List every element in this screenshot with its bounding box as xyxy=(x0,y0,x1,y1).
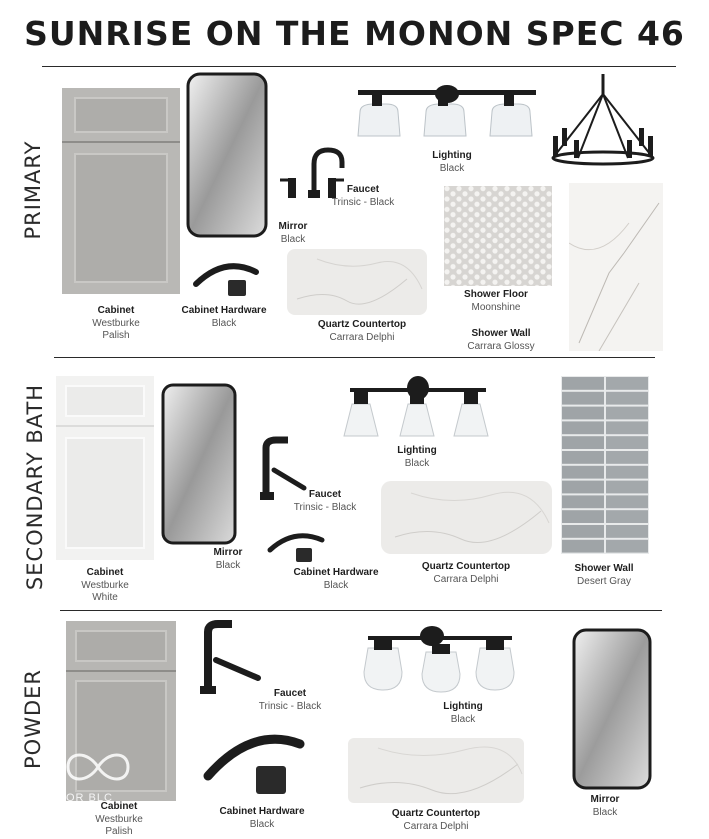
cabinet-swatch xyxy=(56,376,154,560)
caption-cabinet: Cabinet Westburke White xyxy=(81,567,129,603)
section-divider-2 xyxy=(60,610,662,611)
vanity-light-icon xyxy=(358,626,522,696)
caption-quartz: Quartz Countertop Carrara Delphi xyxy=(421,561,511,585)
section-label-secondary: SECONDARY BATH xyxy=(23,383,47,591)
title-divider xyxy=(42,66,676,67)
cabinet-swatch xyxy=(62,88,180,294)
caption-mirror: Mirror Black xyxy=(278,221,308,245)
caption-lighting: Lighting Black xyxy=(397,445,437,469)
caption-faucet: Faucet Trinsic - Black xyxy=(331,184,395,208)
caption-cabinet-hardware: Cabinet Hardware Black xyxy=(181,305,267,329)
caption-shower-wall: Shower Wall Desert Gray xyxy=(574,563,634,587)
caption-mirror: Mirror Black xyxy=(213,547,243,571)
caption-faucet: Faucet Trinsic - Black xyxy=(258,688,322,712)
cabinet-pull-icon xyxy=(202,732,306,800)
cabinet-pull-icon xyxy=(266,530,326,566)
caption-lighting: Lighting Black xyxy=(443,701,483,725)
caption-mirror: Mirror Black xyxy=(590,794,620,818)
vanity-light-icon xyxy=(354,84,540,140)
shower-wall-swatch xyxy=(569,183,663,351)
quartz-swatch xyxy=(381,481,552,554)
caption-cabinet-hardware: Cabinet Hardware Black xyxy=(293,567,379,591)
quartz-swatch xyxy=(287,249,427,315)
shower-wall-swatch xyxy=(561,376,649,554)
section-divider-1 xyxy=(54,357,655,358)
caption-cabinet: Cabinet Westburke Palish xyxy=(92,305,140,341)
watermark-logo xyxy=(62,745,134,789)
page-title: SUNRISE ON THE MONON SPEC 46 xyxy=(24,14,685,53)
caption-cabinet-hardware: Cabinet Hardware Black xyxy=(219,806,305,830)
mirror-swatch xyxy=(161,383,237,545)
caption-quartz: Quartz Countertop Carrara Delphi xyxy=(391,808,481,832)
chandelier-icon xyxy=(546,74,660,170)
cabinet-pull-icon xyxy=(192,260,262,300)
caption-cabinet: Cabinet Westburke Palish xyxy=(95,801,143,837)
mirror-swatch xyxy=(186,72,268,238)
shower-floor-swatch xyxy=(444,186,552,286)
faucet-icon xyxy=(194,620,264,696)
mirror-swatch xyxy=(572,628,652,790)
caption-quartz: Quartz Countertop Carrara Delphi xyxy=(317,319,407,343)
caption-shower-wall: Shower Wall Carrara Glossy xyxy=(467,328,535,352)
quartz-swatch xyxy=(348,738,524,803)
vanity-light-icon xyxy=(340,374,496,440)
caption-shower-floor: Shower Floor Moonshine xyxy=(464,289,528,313)
section-label-primary: PRIMARY xyxy=(21,140,45,240)
caption-lighting: Lighting Black xyxy=(432,150,472,174)
section-label-powder: POWDER xyxy=(21,669,45,769)
caption-faucet: Faucet Trinsic - Black xyxy=(293,489,357,513)
watermark-text: OR BLC xyxy=(66,792,113,804)
